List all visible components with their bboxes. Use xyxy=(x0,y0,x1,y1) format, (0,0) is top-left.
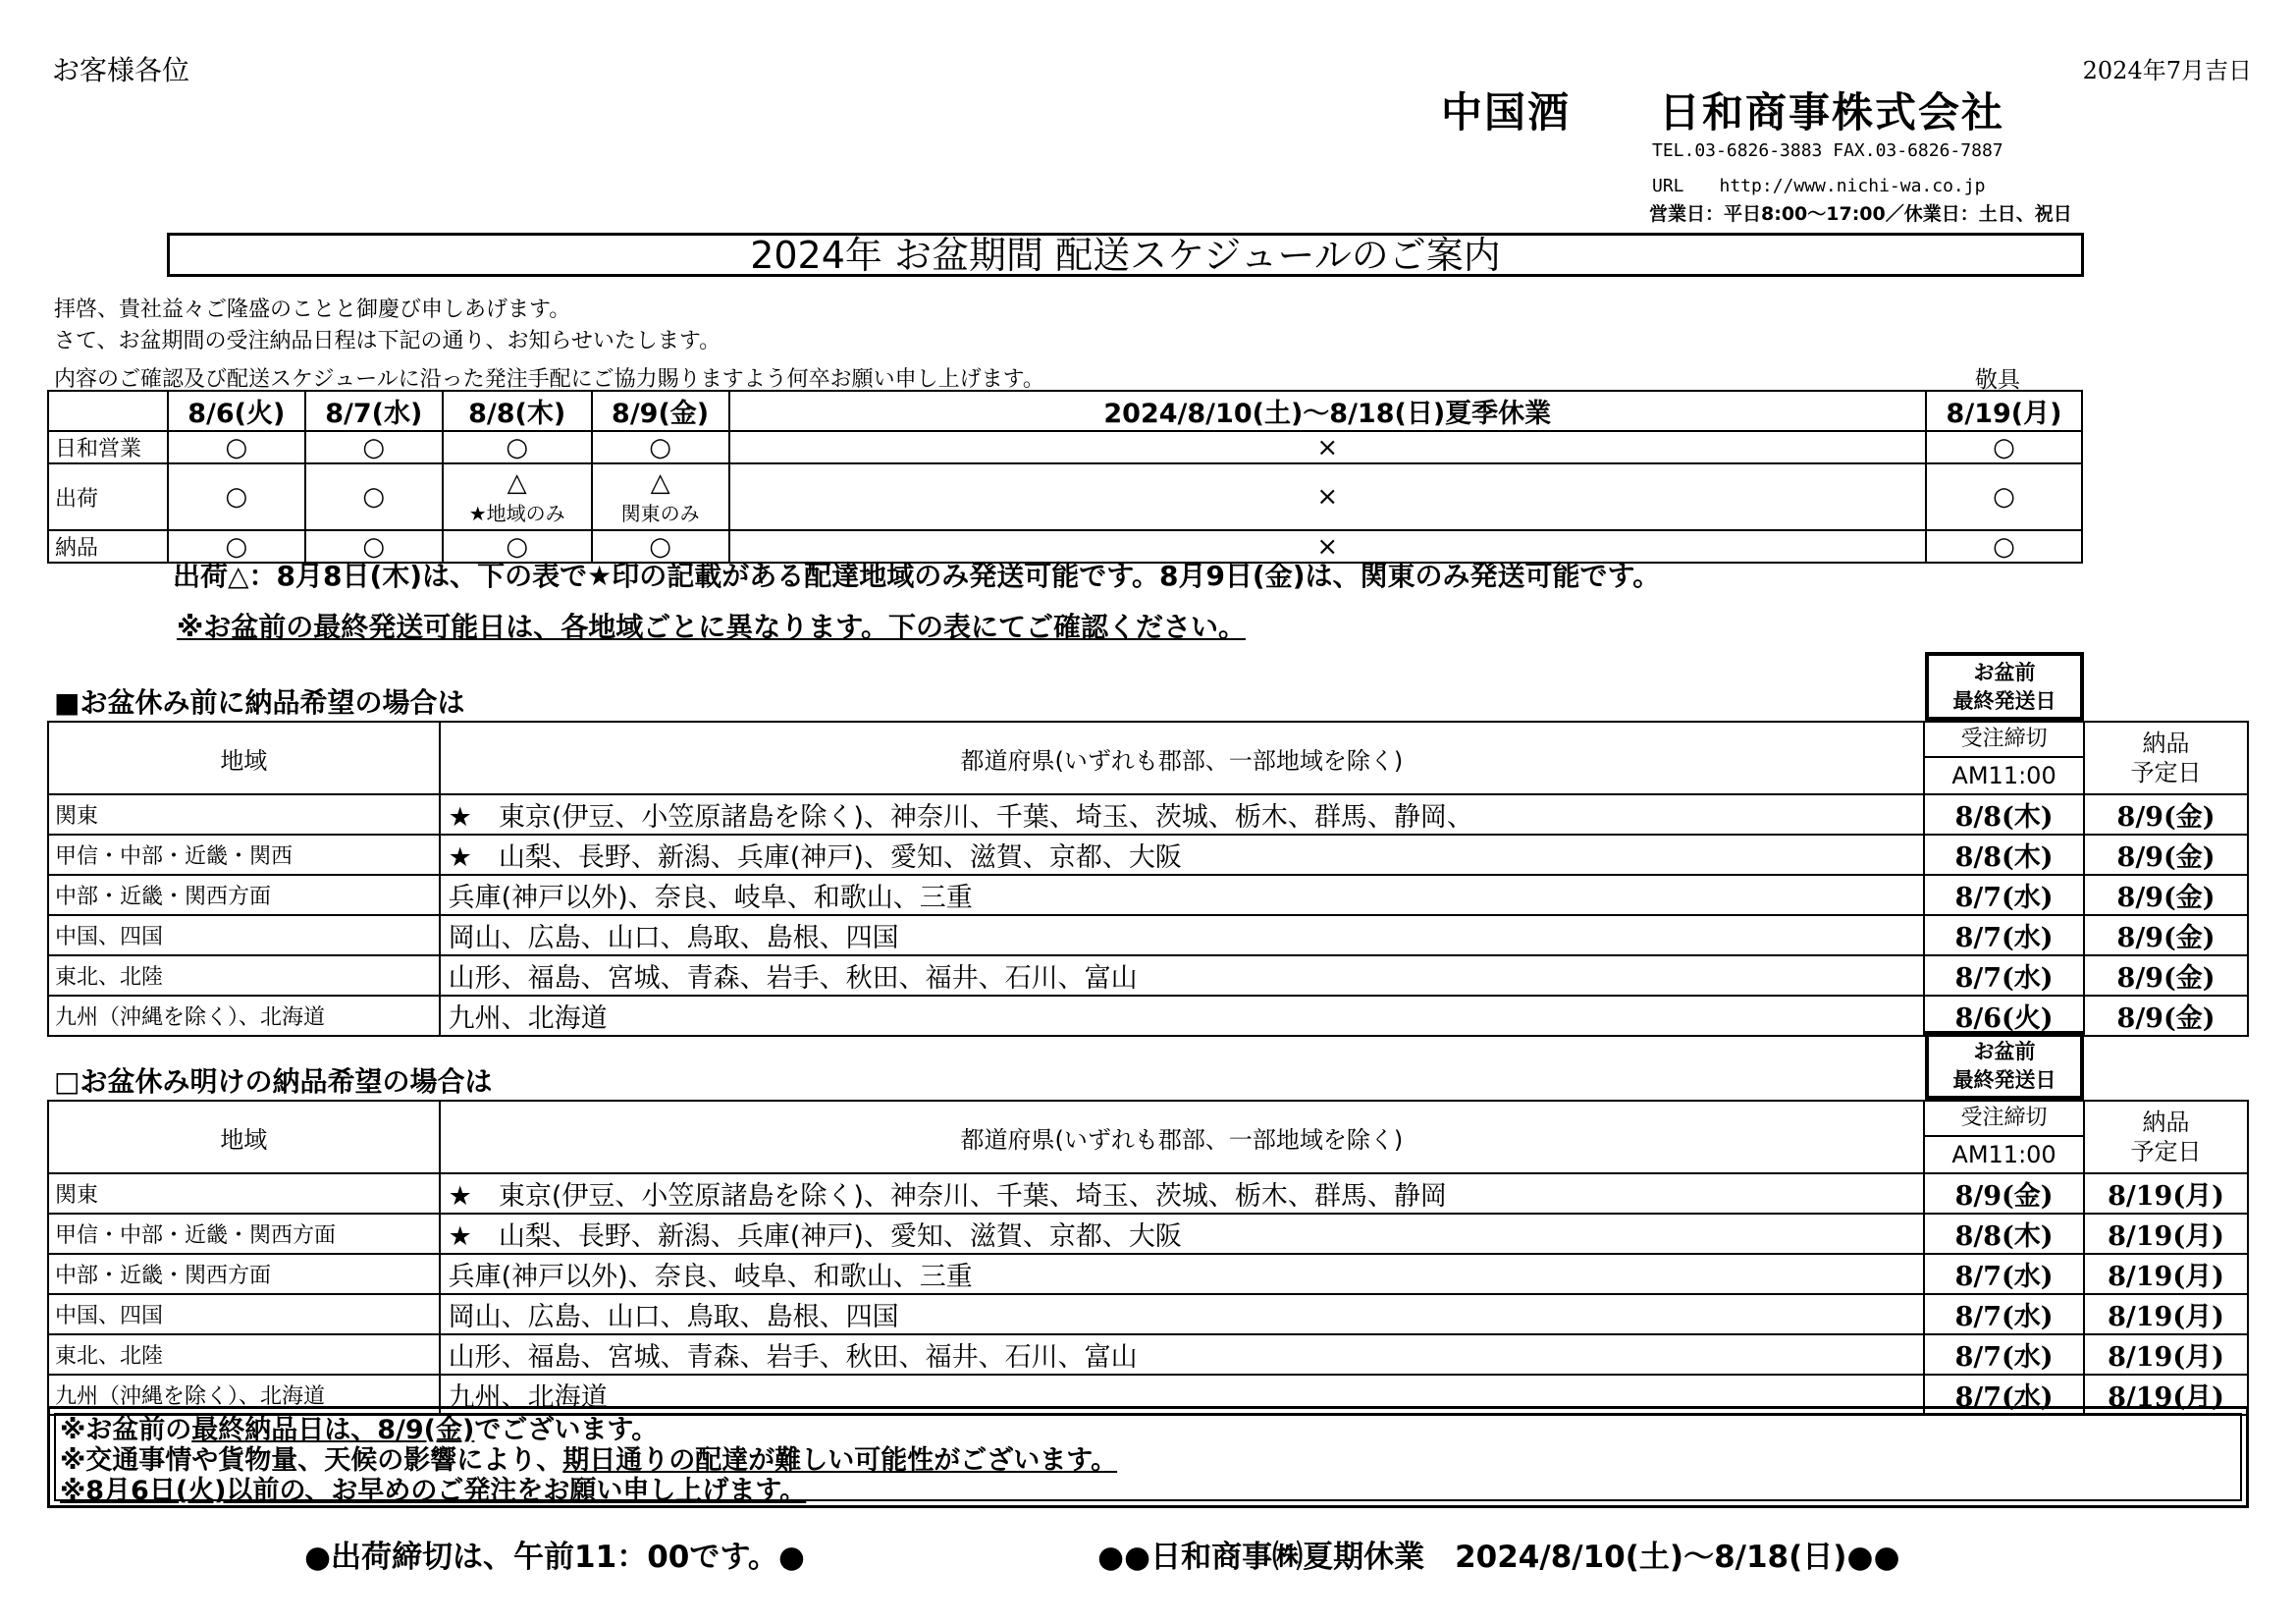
delivery-cell: 8/9(金) xyxy=(2084,875,2248,915)
closing-word: 敬具 xyxy=(1975,367,2020,393)
prefecture-cell: 九州、北海道 xyxy=(440,996,1924,1036)
deadline-cell: 8/7(水) xyxy=(1924,1294,2084,1334)
schedule-cell: ○ xyxy=(305,463,443,530)
schedule-row-business xyxy=(48,431,2082,463)
prefecture-cell: 山形、福島、宮城、青森、岩手、秋田、福井、石川、富山 xyxy=(440,1334,1924,1375)
prefecture-cell: ★ 東京(伊豆、小笠原諸島を除く)、神奈川、千葉、埼玉、茨城、栃木、群馬、静岡 xyxy=(440,1173,1924,1214)
delivery-header xyxy=(2084,722,2248,794)
schedule-cell: ○ xyxy=(305,530,443,563)
delivery-cell: 8/19(月) xyxy=(2084,1334,2248,1375)
shipping-note: 出荷△：8月8日(木)は、下の表で★印の記載がある配達地域のみ発送可能です。8月9日(金)は、関東のみ発送可能です。 xyxy=(173,560,1661,592)
schedule-cell: × xyxy=(729,431,1926,463)
table-row xyxy=(48,835,2248,875)
tel-fax: TEL.03-6826-3883 FAX.03-6826-7887 xyxy=(1652,140,2003,161)
schedule-cell-note: 関東のみ xyxy=(620,501,700,525)
deadline-cell: 8/7(水) xyxy=(1924,955,2084,996)
schedule-row-shipping xyxy=(48,463,2082,530)
prefecture-cell: 兵庫(神戸以外)、奈良、岐阜、和歌山、三重 xyxy=(440,875,1924,915)
deadline-header-time: AM11:00 xyxy=(1951,1141,2056,1168)
area-cell: 九州（沖縄を除く）、北海道 xyxy=(48,1375,440,1415)
area-cell: 甲信・中部・近畿・関西方面 xyxy=(48,1214,440,1254)
delivery-cell: 8/19(月) xyxy=(2084,1294,2248,1334)
last-ship-box-line: 最終発送日 xyxy=(1952,1068,2056,1092)
footer-note-text: ※お盆前の xyxy=(60,1415,192,1445)
delivery-cell: 8/9(金) xyxy=(2084,915,2248,955)
schedule-cell xyxy=(592,463,729,530)
delivery-cell: 8/19(月) xyxy=(2084,1375,2248,1415)
issue-date: 2024年7月吉日 xyxy=(2082,57,2252,84)
delivery-cell: 8/9(金) xyxy=(2084,996,2248,1036)
schedule-date-header: 8/8(木) xyxy=(443,391,592,431)
footer-note-2 xyxy=(60,1445,2240,1476)
last-ship-box-line: お盆前 xyxy=(1973,1040,2036,1063)
last-ship-box xyxy=(1925,1031,2084,1100)
footer-note-text: でございます。 xyxy=(474,1415,659,1445)
delivery-header xyxy=(2084,1101,2248,1173)
table-row xyxy=(48,915,2248,955)
deadline-cell: 8/7(水) xyxy=(1924,915,2084,955)
deadline-cell: 8/7(水) xyxy=(1924,1375,2084,1415)
schedule-date-header: 8/19(月) xyxy=(1926,391,2082,431)
area-cell: 関東 xyxy=(48,794,440,835)
footer-notes-inner xyxy=(54,1413,2242,1506)
shipping-cutoff-note: ●出荷締切は、午前11：00です。● xyxy=(304,1540,805,1575)
area-cell: 甲信・中部・近畿・関西 xyxy=(48,835,440,875)
after-holiday-table xyxy=(47,1100,2249,1416)
schedule-cell: ○ xyxy=(592,530,729,563)
footer-notes-box xyxy=(47,1406,2249,1508)
schedule-cell-note: ★地域のみ xyxy=(468,501,565,525)
prefecture-cell: ★ 山梨、長野、新潟、兵庫(神戸)、愛知、滋賀、京都、大阪 xyxy=(440,1214,1924,1254)
addressee: お客様各位 xyxy=(52,54,190,86)
area-header: 地域 xyxy=(48,1101,440,1173)
section-heading-before: ■お盆休み前に納品希望の場合は xyxy=(54,686,465,719)
greeting-line-2: さて、お盆期間の受注納品日程は下記の通り、お知らせいたします。 xyxy=(54,329,721,353)
schedule-row-label: 納品 xyxy=(48,530,168,563)
schedule-corner xyxy=(48,391,168,431)
table-row xyxy=(48,1334,2248,1375)
prefecture-header: 都道府県(いずれも郡部、一部地域を除く) xyxy=(440,1101,1924,1173)
prefecture-cell: 岡山、広島、山口、鳥取、島根、四国 xyxy=(440,1294,1924,1334)
area-header: 地域 xyxy=(48,722,440,794)
area-cell: 中国、四国 xyxy=(48,915,440,955)
delivery-header-line: 納品 xyxy=(2142,730,2190,757)
deadline-header-label: 受注締切 xyxy=(1925,1102,2083,1137)
prefecture-cell: ★ 東京(伊豆、小笠原諸島を除く)、神奈川、千葉、埼玉、茨城、栃木、群馬、静岡、 xyxy=(440,794,1924,835)
table-row xyxy=(48,1294,2248,1334)
last-ship-box-line: お盆前 xyxy=(1973,661,2036,684)
last-ship-note: ※お盆前の最終発送可能日は、各地域ごとに異なります。下の表にてご確認ください。 xyxy=(177,611,1246,643)
deadline-cell: 8/7(水) xyxy=(1924,875,2084,915)
area-cell: 中部・近畿・関西方面 xyxy=(48,1254,440,1294)
schedule-date-header: 8/7(水) xyxy=(305,391,443,431)
schedule-mark: △ xyxy=(650,467,670,498)
company-name: 日和商事株式会社 xyxy=(1659,88,2005,136)
business-hours: 営業日：平日8:00〜17:00／休業日：土日、祝日 xyxy=(1649,203,2072,225)
deadline-cell: 8/6(火) xyxy=(1924,996,2084,1036)
delivery-header-line: 予定日 xyxy=(2130,759,2202,786)
table-row xyxy=(48,1214,2248,1254)
schedule-cell xyxy=(443,463,592,530)
prefecture-cell: 山形、福島、宮城、青森、岩手、秋田、福井、石川、富山 xyxy=(440,955,1924,996)
footer-note-emphasis: 期日通りの配達が難しい可能性がございます。 xyxy=(562,1445,1118,1476)
summer-holiday-note: ●●日和商事㈱夏期休業 2024/8/10(土)〜8/18(日)●● xyxy=(1097,1540,1900,1575)
greeting-line-3: 内容のご確認及び配送スケジュールに沿った発注手配にご協力賜りますよう何卒お願い申し上げます。 xyxy=(54,367,1044,392)
schedule-header-row xyxy=(48,391,2082,431)
deadline-cell: 8/8(木) xyxy=(1924,1214,2084,1254)
table-header-row xyxy=(48,1101,2248,1173)
prefecture-cell: 兵庫(神戸以外)、奈良、岐阜、和歌山、三重 xyxy=(440,1254,1924,1294)
section-heading-after: □お盆休み明けの納品希望の場合は xyxy=(54,1065,493,1098)
document-title: 2024年 お盆期間 配送スケジュールのご案内 xyxy=(167,233,2084,277)
area-cell: 中国、四国 xyxy=(48,1294,440,1334)
delivery-cell: 8/9(金) xyxy=(2084,955,2248,996)
delivery-header-line: 予定日 xyxy=(2130,1138,2202,1165)
table-header-row xyxy=(48,722,2248,794)
area-cell: 関東 xyxy=(48,1173,440,1214)
deadline-header xyxy=(1924,722,2084,794)
company-category: 中国酒 xyxy=(1441,88,1572,136)
table-row xyxy=(48,996,2248,1036)
area-cell: 東北、北陸 xyxy=(48,1334,440,1375)
schedule-date-header: 8/9(金) xyxy=(592,391,729,431)
footer-note-1 xyxy=(60,1415,2240,1445)
last-ship-box xyxy=(1925,652,2084,721)
schedule-cell: ○ xyxy=(1926,431,2082,463)
deadline-cell: 8/7(水) xyxy=(1924,1254,2084,1294)
deadline-cell: 8/7(水) xyxy=(1924,1334,2084,1375)
table-row xyxy=(48,1173,2248,1214)
table-row xyxy=(48,955,2248,996)
delivery-header-line: 納品 xyxy=(2142,1109,2190,1136)
prefecture-cell: ★ 山梨、長野、新潟、兵庫(神戸)、愛知、滋賀、京都、大阪 xyxy=(440,835,1924,875)
prefecture-header: 都道府県(いずれも郡部、一部地域を除く) xyxy=(440,722,1924,794)
company-heading xyxy=(1441,81,2004,139)
footer-note-text: ※交通事情や貨物量、天候の影響により、 xyxy=(60,1445,563,1476)
schedule-cell: ○ xyxy=(443,431,592,463)
schedule-holiday-header: 2024/8/10(土)〜8/18(日)夏季休業 xyxy=(729,391,1926,431)
before-holiday-table xyxy=(47,721,2249,1037)
schedule-cell: ○ xyxy=(168,530,305,563)
greeting-line-1: 拝啓、貴社益々ご隆盛のことと御慶び申しあげます。 xyxy=(54,298,571,322)
delivery-cell: 8/9(金) xyxy=(2084,794,2248,835)
footer-note-emphasis: 最終納品日は、8/9(金) xyxy=(191,1415,475,1445)
delivery-cell: 8/19(月) xyxy=(2084,1214,2248,1254)
deadline-header-label: 受注締切 xyxy=(1925,723,2083,758)
schedule-cell: ○ xyxy=(443,530,592,563)
deadline-cell: 8/9(金) xyxy=(1924,1173,2084,1214)
schedule-cell: ○ xyxy=(1926,463,2082,530)
company-url: URL http://www.nichi-wa.co.jp xyxy=(1652,176,1986,196)
deadline-cell: 8/8(木) xyxy=(1924,835,2084,875)
deadline-header-time: AM11:00 xyxy=(1951,762,2056,789)
delivery-cell: 8/19(月) xyxy=(2084,1173,2248,1214)
schedule-cell: × xyxy=(729,463,1926,530)
area-cell: 九州（沖縄を除く）、北海道 xyxy=(48,996,440,1036)
deadline-header xyxy=(1924,1101,2084,1173)
prefecture-cell: 九州、北海道 xyxy=(440,1375,1924,1415)
schedule-cell: ○ xyxy=(1926,530,2082,563)
table-row xyxy=(48,1254,2248,1294)
schedule-cell: ○ xyxy=(592,431,729,463)
schedule-cell: ○ xyxy=(305,431,443,463)
prefecture-cell: 岡山、広島、山口、鳥取、島根、四国 xyxy=(440,915,1924,955)
schedule-cell: × xyxy=(729,530,1926,563)
delivery-cell: 8/19(月) xyxy=(2084,1254,2248,1294)
schedule-row-label: 出荷 xyxy=(48,463,168,530)
footer-note-3: ※8月6日(火)以前の、お早めのご発注をお願い申し上げます。 xyxy=(60,1476,807,1506)
area-cell: 中部・近畿・関西方面 xyxy=(48,875,440,915)
table-row xyxy=(48,794,2248,835)
schedule-table xyxy=(47,390,2083,564)
deadline-cell: 8/8(木) xyxy=(1924,794,2084,835)
last-ship-box-line: 最終発送日 xyxy=(1952,689,2056,713)
delivery-cell: 8/9(金) xyxy=(2084,835,2248,875)
table-row xyxy=(48,875,2248,915)
area-cell: 東北、北陸 xyxy=(48,955,440,996)
schedule-date-header: 8/6(火) xyxy=(168,391,305,431)
schedule-cell: ○ xyxy=(168,431,305,463)
schedule-mark: △ xyxy=(507,467,527,498)
schedule-cell: ○ xyxy=(168,463,305,530)
schedule-row-label: 日和営業 xyxy=(48,431,168,463)
